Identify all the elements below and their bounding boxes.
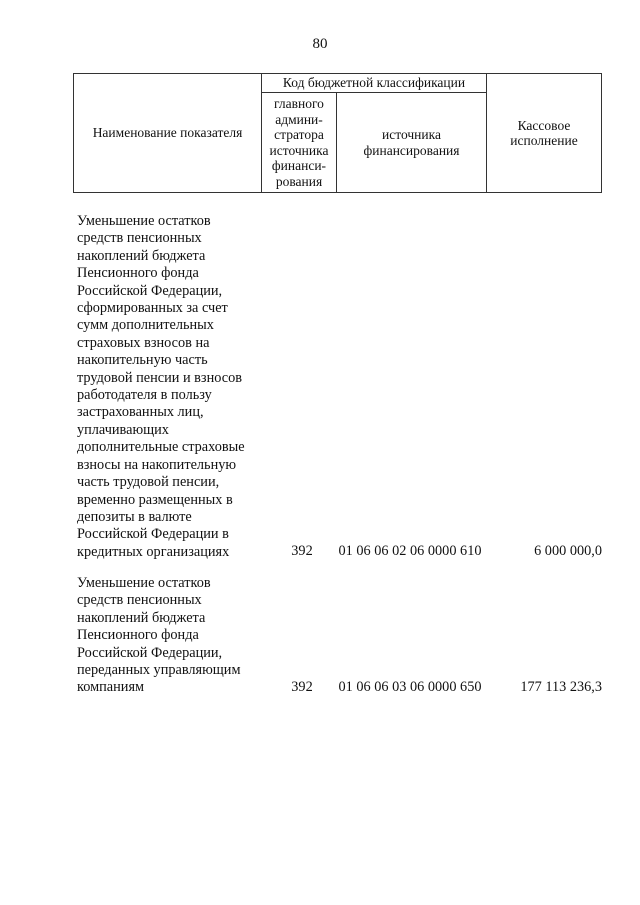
header-financing-source: источника финансирования (363, 127, 460, 158)
administrator-code: 392 (291, 679, 313, 695)
financing-source-code: 01 06 06 02 06 0000 610 (338, 543, 482, 559)
page-number: 80 (312, 36, 328, 52)
indicator-name: Уменьшение остатков средств пенсионных накоплений бюджета Пенсионного фонда Российской Федерации, сформированных за счет сумм дополнительных страховых взносов на накопительную часть трудовой пенсии и взносов работодателя в пользу застрахованных лиц, уплачивающих дополнительные страховые взносы на накопительную часть трудовой пенсии, временно размещенных в депозиты в валюте Российской Федерации в кредитных организациях (77, 213, 245, 560)
administrator-code: 392 (291, 543, 313, 559)
header-main-administrator: главного админи- стратора источника финанси- рования (269, 96, 329, 189)
cash-execution-amount: 6 000 000,0 (534, 543, 602, 559)
financing-source-code: 01 06 06 03 06 0000 650 (338, 679, 482, 695)
cash-execution-amount: 177 113 236,3 (520, 679, 602, 695)
header-budget-classification-code: Код бюджетной классификации (282, 75, 466, 91)
header-indicator-name: Наименование показателя (92, 125, 243, 141)
header-cash-execution: Кассовое исполнение (510, 117, 578, 148)
indicator-name: Уменьшение остатков средств пенсионных накоплений бюджета Пенсионного фонда Российской Федерации, переданных управляющим компаниям (77, 575, 241, 696)
table-header (73, 73, 602, 193)
